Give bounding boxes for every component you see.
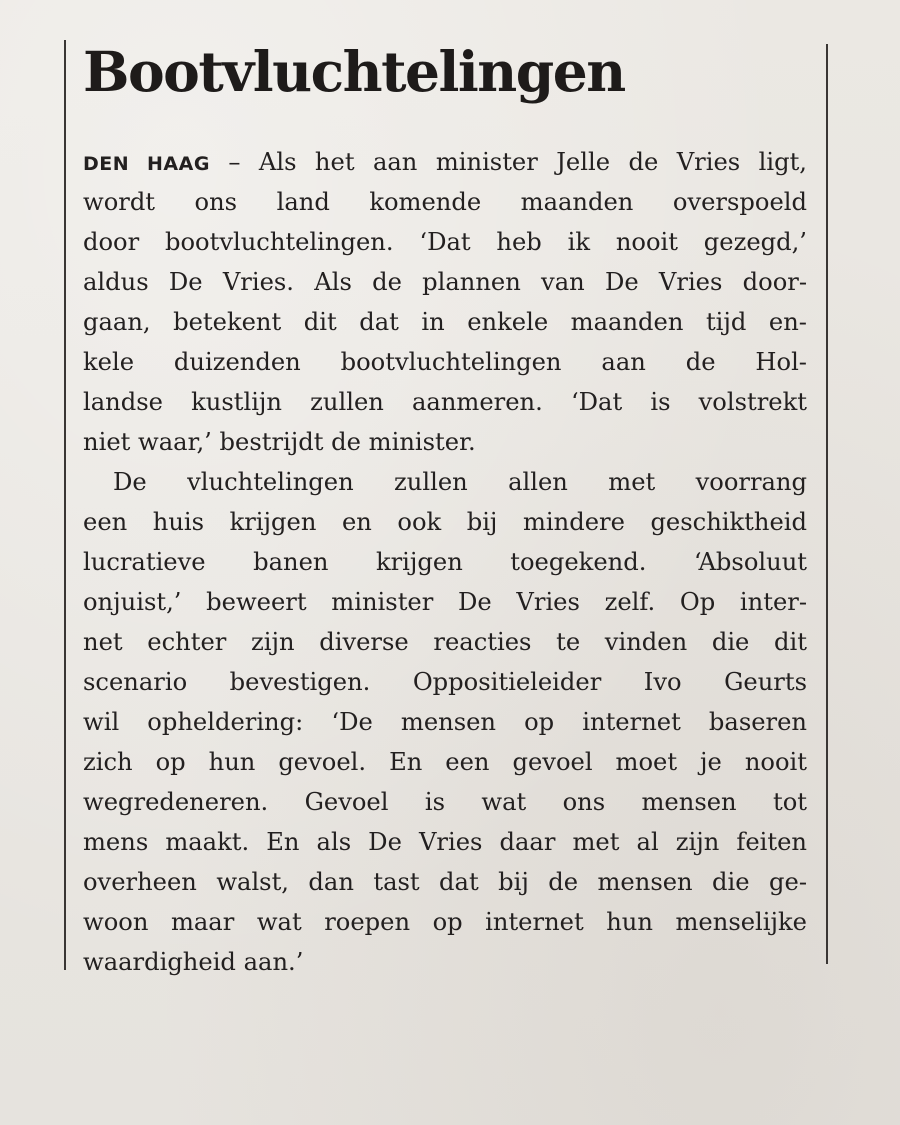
column-rule-right <box>826 44 828 964</box>
paragraph-2-line-6: scenario bevestigen. Oppositieleider Ivo Geurts <box>83 668 807 696</box>
column-rule-left <box>64 40 66 970</box>
paragraph-1-line-8: niet waar,’ bestrijdt de minister. <box>83 428 476 456</box>
paragraph-2-line-1: De vluchtelingen zullen allen met voorrang <box>113 468 807 496</box>
paragraph-1-line-1 <box>83 142 807 182</box>
paragraph-1-line-2: wordt ons land komende maanden overspoeld <box>83 188 807 216</box>
paragraph-2-line-2: een huis krijgen en ook bij mindere geschiktheid <box>83 508 807 536</box>
paragraph-2-line-3: lucratieve banen krijgen toegekend. ‘Absoluut <box>83 548 807 576</box>
paragraph-1-line-4: aldus De Vries. Als de plannen van De Vries door- <box>83 268 807 296</box>
paragraph-1-line-1-text: – Als het aan minister Jelle de Vries ligt, <box>228 148 807 176</box>
paragraph-1-line-7: landse kustlijn zullen aanmeren. ‘Dat is volstrekt <box>83 388 807 416</box>
article-body <box>83 142 807 982</box>
paragraph-2-line-10: mens maakt. En als De Vries daar met al zijn feiten <box>83 828 807 856</box>
paragraph-2-line-5: net echter zijn diverse reacties te vinden die dit <box>83 628 807 656</box>
paragraph-2-line-8: zich op hun gevoel. En een gevoel moet je nooit <box>83 748 807 776</box>
paragraph-1-line-6: kele duizenden bootvluchtelingen aan de Hol- <box>83 348 807 376</box>
paragraph-2-line-7: wil opheldering: ‘De mensen op internet baseren <box>83 708 807 736</box>
paragraph-2-line-4: onjuist,’ beweert minister De Vries zelf. Op inter- <box>83 588 807 616</box>
paragraph-1-line-3: door bootvluchtelingen. ‘Dat heb ik nooit gezegd,’ <box>83 228 807 256</box>
paragraph-2-line-11: overheen walst, dan tast dat bij de mensen die ge- <box>83 868 807 896</box>
article <box>83 30 807 982</box>
paragraph-2-line-12: woon maar wat roepen op internet hun menselijke <box>83 908 807 936</box>
paragraph-2-line-9: wegredeneren. Gevoel is wat ons mensen tot <box>83 788 807 816</box>
paragraph-1-line-5: gaan, betekent dit dat in enkele maanden tijd en- <box>83 308 807 336</box>
article-headline: Bootvluchtelingen <box>83 39 625 104</box>
dateline: DEN HAAG <box>83 153 210 175</box>
paragraph-2-line-13: waardigheid aan.’ <box>83 948 304 976</box>
